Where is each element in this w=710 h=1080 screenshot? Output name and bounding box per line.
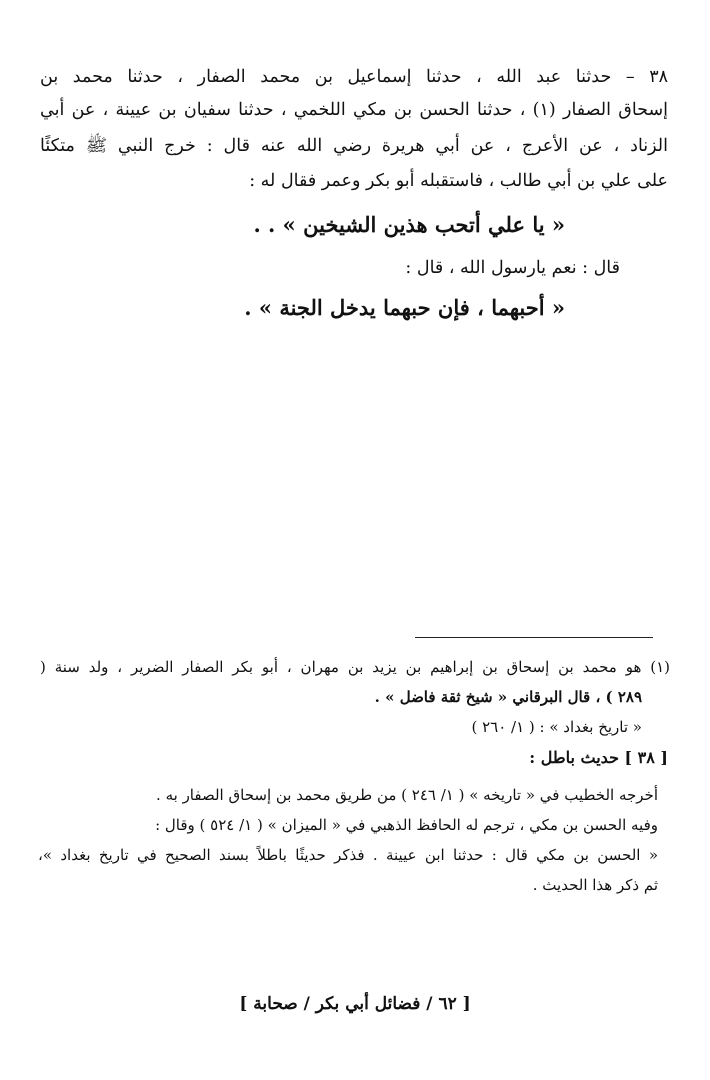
prophet-question-quote: « يا علي أتحب هذين الشيخين » . .	[253, 212, 565, 237]
hadith-line-3: الزناد ، عن الأعرج ، عن أبي هريرة رضي الله عنه قال : خرج النبي ﷺ متكئًا	[40, 136, 668, 156]
takhrij-line-2: وفيه الحسن بن مكي ، ترجم له الحافظ الذهبي في « الميزان » ( ١/ ٥٢٤ ) وقال :	[155, 816, 658, 834]
hadith-line-1: ٣٨ – حدثنا عبد الله ، حدثنا إسماعيل بن محمد الصفار ، حدثنا محمد بن	[40, 67, 668, 87]
hadith-line-4: على علي بن أبي طالب ، فاستقبله أبو بكر وعمر فقال له :	[249, 171, 668, 191]
takhrij-line-1: أخرجه الخطيب في « تاريخه » ( ١/ ٢٤٦ ) من طريق محمد بن إسحاق الصفار به .	[156, 786, 658, 804]
hadith-line-2: إسحاق الصفار (١) ، حدثنا الحسن بن مكي اللخمي ، حدثنا سفيان بن عيينة ، عن أبي	[40, 100, 668, 120]
prophet-answer-quote: « أحبهما ، فإن حبهما يدخل الجنة » .	[244, 295, 565, 320]
hadith-grade-heading: [ ٣٨ ] حديث باطل :	[529, 748, 668, 767]
footnote-separator	[415, 637, 653, 638]
takhrij-line-3: « الحسن بن مكي قال : حدثنا ابن عيينة . فذكر حديثًا باطلاً بسند الصحيح في تاريخ بغداد »،	[38, 846, 658, 864]
footnote-1-line-2: ٢٨٩ ) ، قال البرقاني « شيخ ثقة فاضل » .	[374, 688, 642, 706]
takhrij-line-4: ثم ذكر هذا الحديث .	[532, 876, 658, 894]
footnote-1-line-1: (١) هو محمد بن إسحاق بن إبراهيم بن يزيد بن مهران ، أبو بكر الصفار الضرير ، ولد سنة (	[40, 658, 670, 676]
companion-reply: قال : نعم يارسول الله ، قال :	[405, 258, 620, 278]
footnote-1-source: « تاريخ بغداد » : ( ١/ ٢٦٠ )	[471, 718, 642, 736]
page-footer: [ ٦٢ / فضائل أبي بكر / صحابة ]	[239, 994, 471, 1014]
